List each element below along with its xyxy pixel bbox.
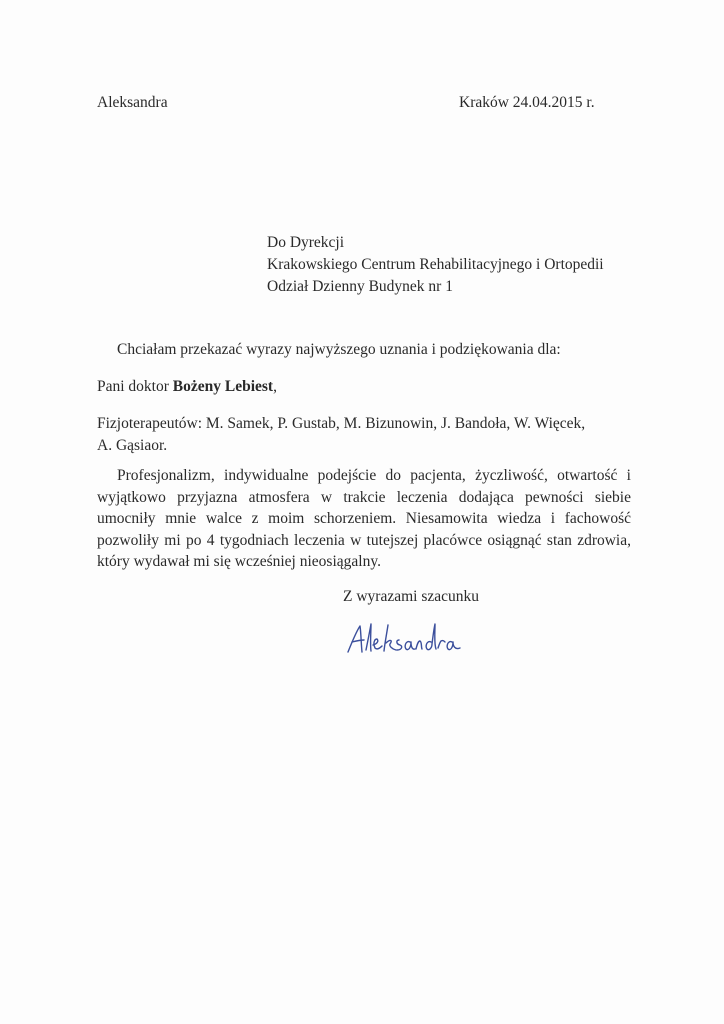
closing-phrase: Z wyrazami szacunku — [343, 588, 479, 605]
body-paragraph: Profesjonalizm, indywidualne podejście do pacjenta, życzliwość, otwartość i wyjątkowo przyjazna atmosfera w trakcie leczenia dodająca pewności siebie umocniły mnie walce z moim schorzeniem. Niesamowita wiedza i fachowość pozwoliły mi po 4 tygodniach leczenia w tutejszej placówce osiągnąć stan zdrowia, który wydawał mi się wcześniej nieosiągalny. — [97, 467, 631, 570]
addressee-line: Odział Dzienny Budynek nr 1 — [267, 278, 453, 295]
addressee-block — [267, 232, 604, 298]
sender-name: Aleksandra — [97, 94, 168, 111]
doctor-prefix: Pani doktor — [97, 378, 173, 395]
physiotherapists-line: Fizjoterapeutów: M. Samek, P. Gustab, M. Bizunowin, J. Bandoła, W. Więcek, A. Gąsiaor. — [97, 415, 586, 454]
place-and-date: Kraków 24.04.2015 r. — [459, 94, 595, 111]
addressee-line: Do Dyrekcji — [267, 234, 345, 251]
addressee-line: Krakowskiego Centrum Rehabilitacyjnego i Ortopedii — [267, 256, 604, 273]
handwritten-signature — [344, 618, 466, 660]
intro-text: Chciałam przekazać wyrazy najwyższego uznania i podziękowania dla: — [117, 341, 561, 358]
doctor-suffix: , — [273, 378, 277, 395]
doctor-line — [97, 378, 277, 396]
doctor-name: Bożeny Lebiest — [172, 378, 274, 395]
